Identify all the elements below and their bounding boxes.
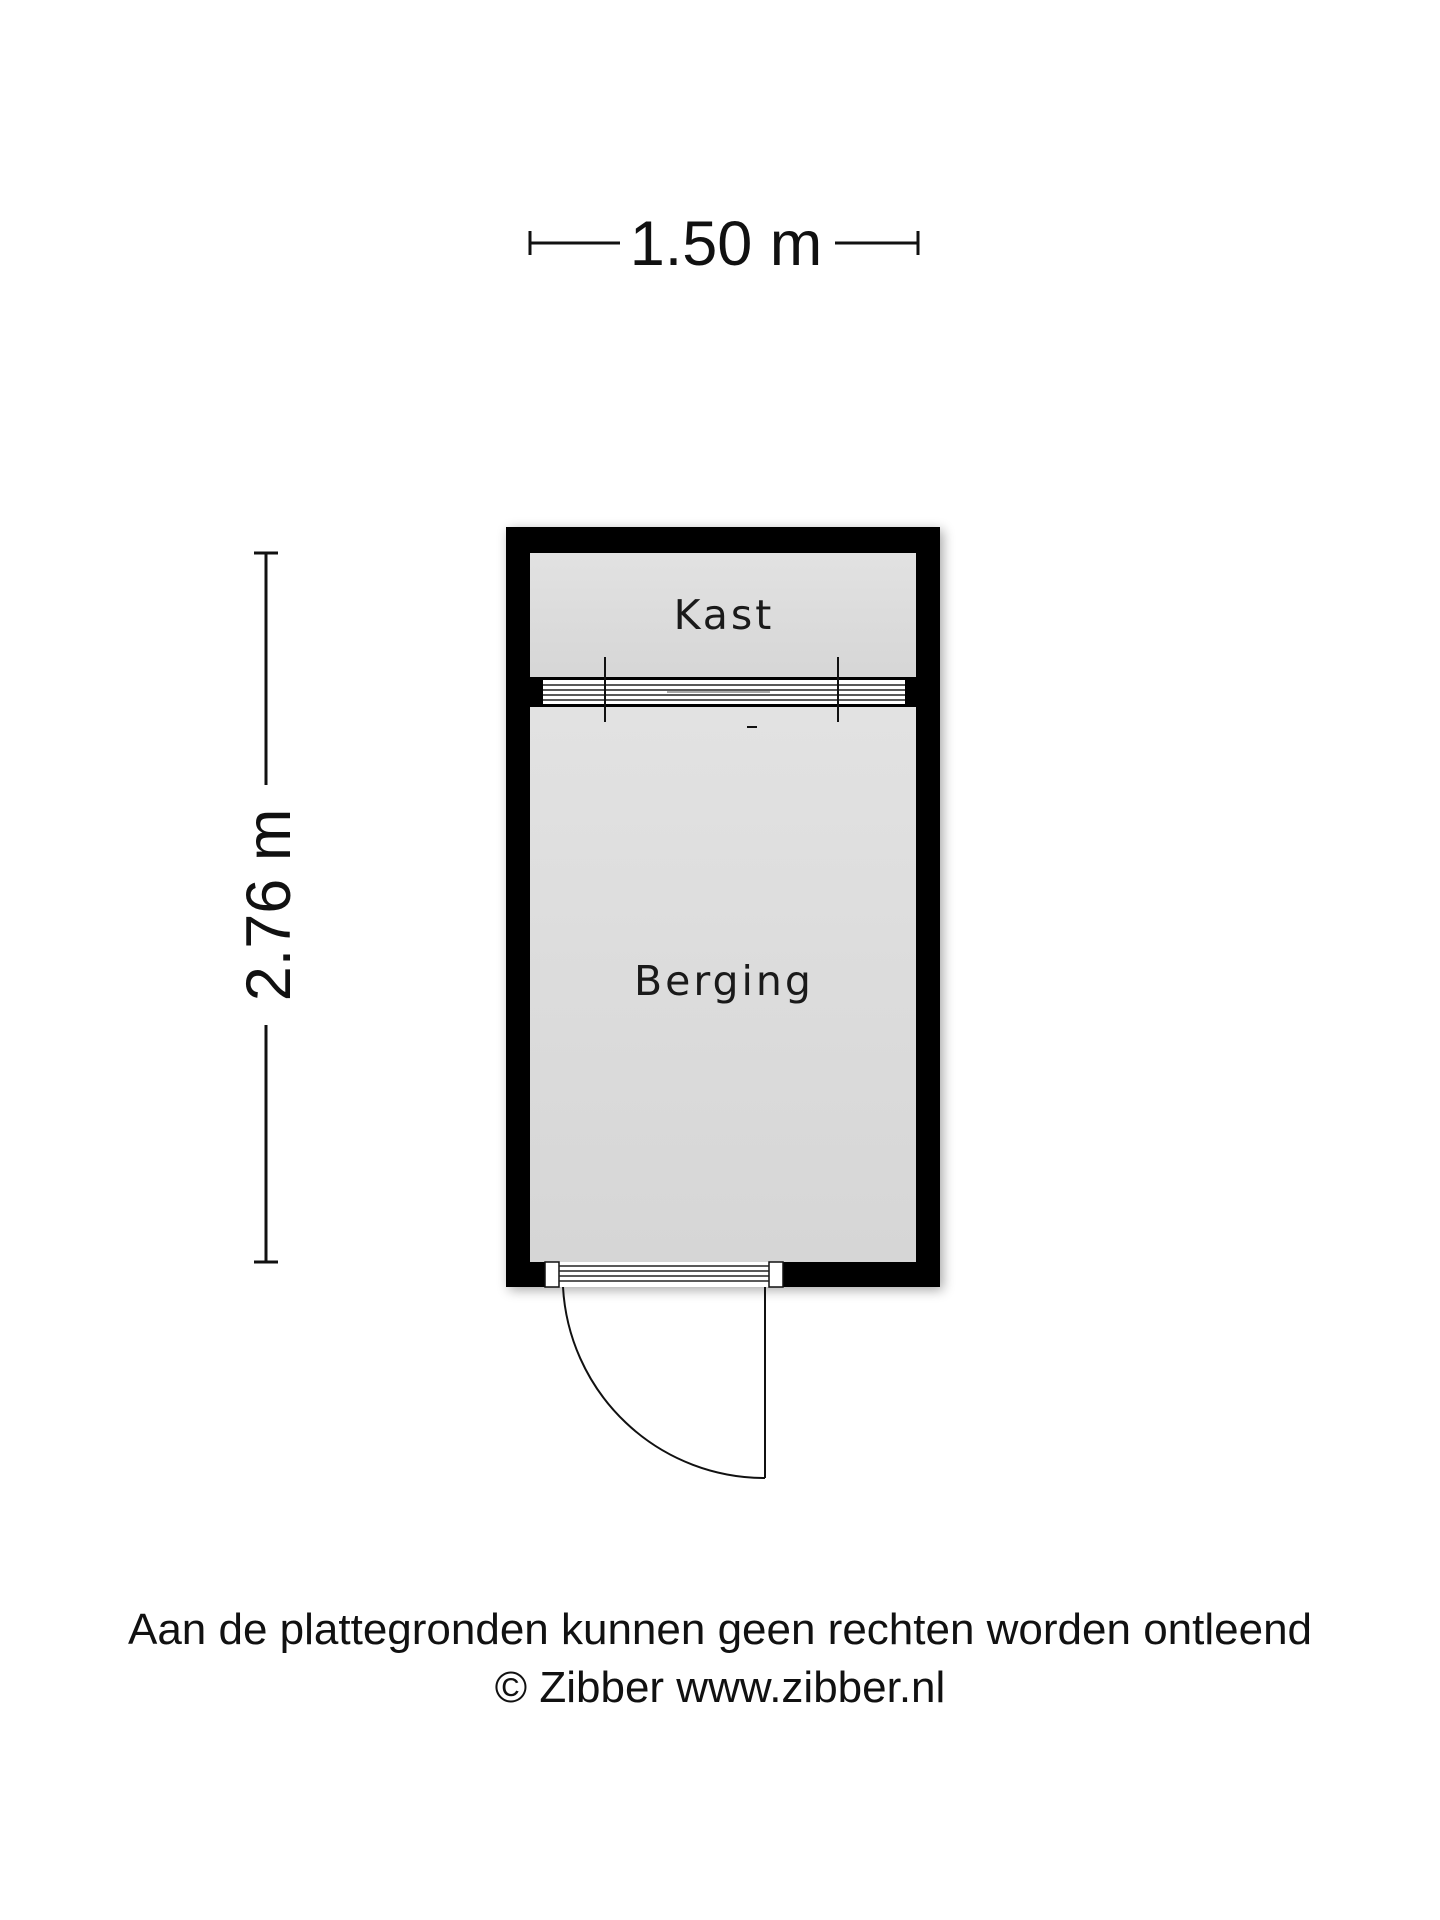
width-label: 1.50 m [629, 209, 823, 279]
height-label: 2.76 m [234, 808, 304, 1002]
entrance-door [545, 1262, 783, 1478]
storage-unit [506, 527, 940, 1287]
copyright-text: © Zibber www.zibber.nl [494, 1663, 946, 1712]
disclaimer-text: Aan de plattegronden kunnen geen rechten worden ontleend [127, 1605, 1313, 1654]
width-dimension [530, 209, 918, 279]
height-dimension [234, 553, 304, 1262]
door-swing-arc [563, 1287, 765, 1478]
room-label-kast: Kast [673, 591, 775, 639]
room-label-berging: Berging [634, 957, 814, 1005]
